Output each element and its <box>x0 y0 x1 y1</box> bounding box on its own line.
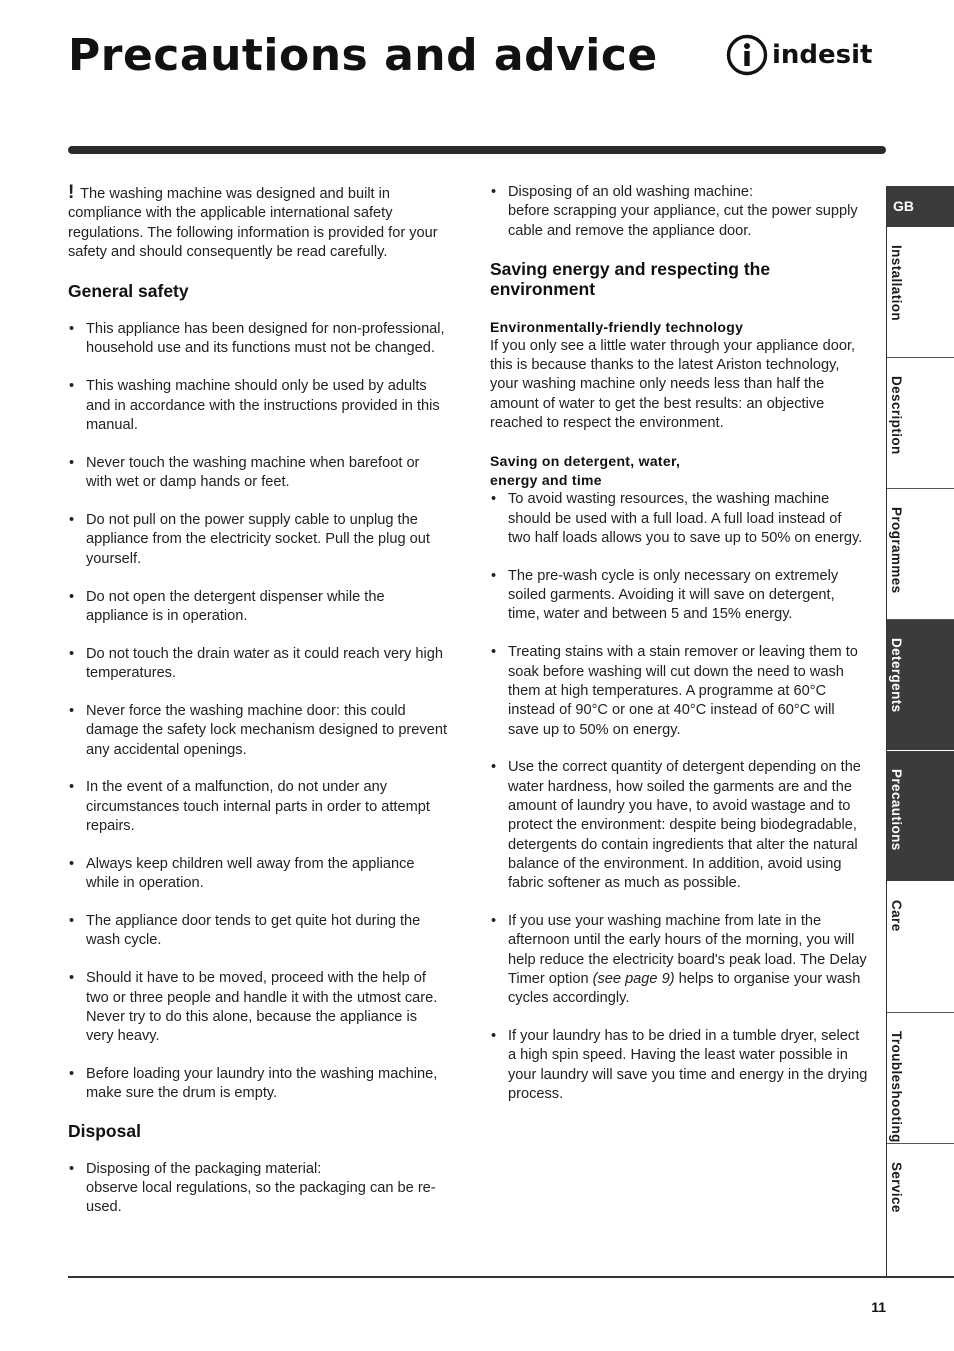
tab-label: Programmes <box>889 507 904 594</box>
saving-detergent-title <box>490 452 868 490</box>
disposal-list <box>68 1160 448 1218</box>
tab-care[interactable] <box>887 882 954 1013</box>
tab-label: Installation <box>889 245 904 322</box>
brand-logo <box>726 34 872 76</box>
tab-precautions[interactable] <box>887 751 954 882</box>
tab-detergents[interactable] <box>887 620 954 751</box>
list-item: • Treating stains with a stain remover or leaving them to soak before washing will cut down the need to wash them at high temperatures. A programme at 60°C instead of 90°C or one at 40°C instead of 60°C will save up to 50% on energy. <box>490 643 868 739</box>
saving-detergent-title-line-2: energy and time <box>490 472 602 489</box>
old-machine-disposal-title: • Disposing of an old washing machine: <box>508 184 753 200</box>
brand-wordmark: indesit <box>772 40 873 70</box>
disposal-heading: Disposal <box>68 1120 141 1141</box>
list-item: • In the event of a malfunction, do not under any circumstances touch internal parts in order to attempt repairs. <box>68 778 448 836</box>
page-number: 11 <box>871 1299 886 1315</box>
delay-text-before: If you use your washing machine from late in the afternoon until the early hours of the morning, you will help reduce the electricity board's peak load. The Delay Timer option <box>508 913 867 987</box>
list-item: • This appliance has been designed for non-professional, household use and its functions must not be changed. <box>68 320 448 359</box>
eco-technology-text: If you only see a little water through your appliance door, this is because thanks to the latest Ariston technology, your washing machine only needs less than half the amount of water to get the best results: an objective reached to respect the environment. <box>490 337 856 432</box>
list-item <box>490 912 868 1008</box>
list-item: • The appliance door tends to get quite hot during the wash cycle. <box>68 912 448 951</box>
packaging-disposal-text: observe local regulations, so the packaging can be re-used. <box>86 1179 436 1216</box>
old-machine-disposal-text: before scrapping your appliance, cut the power supply cable and remove the appliance door. <box>508 203 858 239</box>
delay-text-after: helps to organise your wash cycles accordingly. <box>508 970 861 1007</box>
tab-label: Precautions <box>889 769 904 851</box>
list-item: • Use the correct quantity of detergent depending on the water hardness, how soiled the garments are and the amount of laundry you have, to avoid wastage and to protect the environment: despite being biodegradable, detergents do contain ingredients that alter the natural balance of the environment. In addition, avoid using fabric softener as much as possible. <box>490 758 868 893</box>
tab-label: Troubleshooting <box>889 1031 904 1143</box>
right-column <box>490 183 868 1104</box>
tab-label: Care <box>889 900 904 932</box>
tab-service[interactable] <box>887 1144 954 1276</box>
list-item: • Do not touch the drain water as it could reach very high temperatures. <box>68 645 448 684</box>
saving-list <box>490 490 868 1104</box>
page-reference: (see page 9) <box>592 970 675 987</box>
eco-technology-title: Environmentally-friendly technology <box>490 318 744 335</box>
page-title: Precautions and advice <box>68 30 658 81</box>
section-sidebar <box>886 186 954 1278</box>
left-column <box>68 183 448 1218</box>
disposal-list-continued <box>490 183 868 241</box>
intro-paragraph <box>68 183 448 262</box>
list-item: • Should it have to be moved, proceed with the help of two or three people and handle it with the utmost care. Never try to do this alone, because the appliance is very heavy. <box>68 969 448 1046</box>
list-item: • Before loading your laundry into the washing machine, make sure the drum is empty. <box>68 1065 448 1104</box>
packaging-disposal-title: • Disposing of the packaging material: <box>86 1160 322 1177</box>
list-item: • The pre-wash cycle is only necessary on extremely soiled garments. Avoiding it will save on detergent, time, water and between 5 and 15% energy. <box>490 567 868 625</box>
list-item <box>490 183 868 241</box>
saving-detergent-title-line-1: Saving on detergent, water, <box>490 453 681 470</box>
tab-label: Service <box>889 1162 904 1213</box>
list-item: • Always keep children well away from the appliance while in operation. <box>68 855 448 894</box>
warning-mark: ! <box>68 182 75 203</box>
language-badge: GB <box>887 186 954 227</box>
tab-troubleshooting[interactable] <box>887 1013 954 1144</box>
tab-label: Detergents <box>889 638 904 713</box>
title-divider <box>68 146 886 154</box>
saving-heading: Saving energy and respecting the environment <box>490 258 771 299</box>
tab-installation[interactable] <box>887 227 954 358</box>
tab-programmes[interactable] <box>887 489 954 620</box>
tab-label: Description <box>889 376 904 455</box>
tab-description[interactable] <box>887 358 954 489</box>
list-item: • Do not pull on the power supply cable to unplug the appliance from the electricity socket. Pull the plug out yourself. <box>68 511 448 569</box>
list-item: • This washing machine should only be used by adults and in accordance with the instructions provided in this manual. <box>68 377 448 435</box>
footer-divider <box>68 1276 954 1278</box>
list-item: • Never touch the washing machine when barefoot or with wet or damp hands or feet. <box>68 454 448 493</box>
list-item: • Do not open the detergent dispenser while the appliance is in operation. <box>68 588 448 627</box>
list-item: • Never force the washing machine door: this could damage the safety lock mechanism designed to prevent any accidental openings. <box>68 702 448 760</box>
indesit-i-icon <box>726 34 768 76</box>
general-safety-heading: General safety <box>68 281 189 302</box>
list-item: • If your laundry has to be dried in a tumble dryer, select a high spin speed. Having the least water possible in your laundry will save you time and energy in the drying process. <box>490 1027 868 1104</box>
list-item <box>68 1160 448 1218</box>
list-item: • To avoid wasting resources, the washing machine should be used with a full load. A full load instead of two half loads allows you to save up to 50% on energy. <box>490 490 868 548</box>
intro-text: The washing machine was designed and built in compliance with the applicable international safety regulations. The following information is provided for your safety and should consequently be read carefully. <box>68 186 438 260</box>
general-safety-list <box>68 320 448 1103</box>
